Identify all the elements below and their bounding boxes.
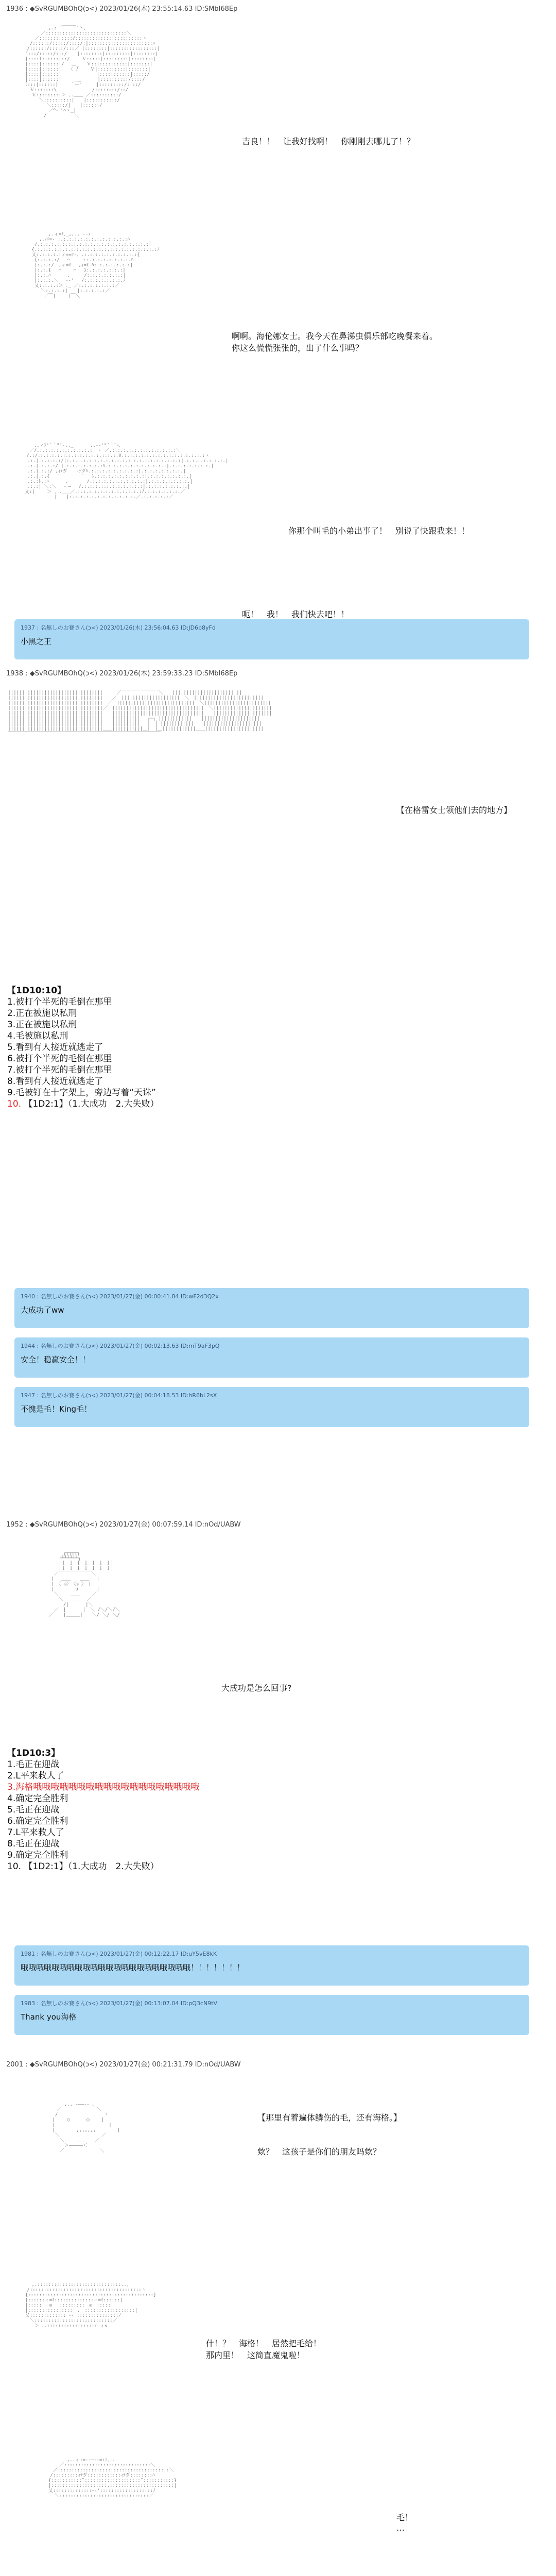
dice-item: 2.正在被施以私刑 bbox=[7, 1008, 77, 1019]
dice-item: 6.被打个半死的毛倒在那里 bbox=[7, 1054, 112, 1064]
dice-item: 7.被打个半死的毛倒在那里 bbox=[7, 1065, 112, 1075]
dice-item: 9.毛被钉在十字架上，旁边写着“天诛” bbox=[7, 1088, 156, 1098]
post-header-3: 1952 : ◆SvRGUMBOhQ(ɔ<) 2023/01/27(金) 00:07:59.14 ID:nOd/UABW bbox=[6, 1521, 241, 1529]
dice-result-value: 【1D2:1】（1.大成功 2.大失败） bbox=[24, 1099, 159, 1109]
reply-body: Thank you海格 bbox=[21, 2012, 77, 2022]
dice-item: 1.毛正在迎战 bbox=[7, 1759, 60, 1770]
reply-box-5 bbox=[14, 1945, 529, 1986]
ascii-art-figure-9: ,.. -――‐- 、 ／ ＼ / ヽ | ◯ ◯ | | | | ,,,,,,, | ＼ ／ ＼ ＿＿ ／ ＞―――――＜ ／ ＼ bbox=[52, 2102, 120, 2154]
dice-item: 1.被打个半死的毛倒在那里 bbox=[7, 997, 112, 1007]
dice-title: 【1D10:10】 bbox=[7, 986, 66, 996]
dice-result-label: 10. bbox=[7, 1861, 22, 1872]
dice-list-1 bbox=[7, 985, 159, 1110]
reply-body: 小黑之王 bbox=[21, 637, 52, 646]
reply-box-1 bbox=[14, 619, 529, 659]
reply-header: 1940 : 名無しのお賽さん(ɔ<) 2023/01/27(金) 00:00:41.84 ID:wF2d3Q2x bbox=[21, 1293, 219, 1300]
reply-box-2 bbox=[14, 1288, 529, 1328]
dialog-1: 吉良！！ 让我好找啊！ 你刚刚去哪儿了！？ bbox=[242, 137, 415, 146]
post-header-2: 1938 : ◆SvRGUMBOhQ(ɔ<) 2023/01/26(木) 23:59:33.23 ID:SMbI68Ep bbox=[6, 670, 238, 677]
reply-header: 1981 : 名無しのお賽さん(ɔ<) 2023/01/27(金) 00:12:22.17 ID:uY5vE8kK bbox=[21, 1951, 217, 1957]
dice-result-label: 10. bbox=[7, 1099, 22, 1109]
reply-header: 1937 : 名無しのお賽さん(ɔ<) 2023/01/26(木) 23:56:04.63 ID:JD6p8yFd bbox=[21, 624, 216, 631]
dice-item: 6.确定完全胜利 bbox=[7, 1816, 68, 1826]
dice-item: 2.L平来救人了 bbox=[7, 1771, 64, 1781]
dialog-4: 呃！ 我！ 我们快去吧！！ bbox=[242, 609, 350, 619]
dice-item-highlight: 3.海格哦哦哦哦哦哦哦哦哦哦哦哦哦哦哦哦哦哦哦 bbox=[7, 1782, 200, 1792]
dialog-8: 欸？ 这孩子是你们的朋友吗欸？ bbox=[257, 2147, 381, 2157]
reply-header: 1944 : 名無しのお賽さん(ɔ<) 2023/01/27(金) 00:02:13.63 ID:mT9aF3pQ bbox=[21, 1343, 220, 1349]
dice-item: 4.确定完全胜利 bbox=[7, 1793, 68, 1804]
dice-item: 4.毛被施以私刑 bbox=[7, 1031, 68, 1041]
dice-list-2 bbox=[7, 1748, 199, 1872]
reply-body: 哦哦哦哦哦哦哦哦哦哦哦哦哦哦哦哦哦哦哦哦哦哦！！！！！！！ bbox=[21, 1963, 245, 1972]
dice-item: 3.正在被施以私刑 bbox=[7, 1020, 77, 1030]
dice-item: 5.看到有人接近就逃走了 bbox=[7, 1042, 103, 1053]
dice-item: 8.看到有人接近就逃走了 bbox=[7, 1076, 103, 1087]
post-header-1: 1936 : ◆SvRGUMBOhQ(ɔ<) 2023/01/26(木) 23:55:14.63 ID:SMbI68Ep bbox=[6, 5, 238, 13]
dice-result bbox=[7, 1861, 199, 1872]
ascii-art-figure-11: ,..ィ:=-‐―‐-=:ｧ､.. ／:::::::::::::::::::::::::::::::＼ ／::::::::::::::::::::::::::::::::::::::::＼ /:::::::::ｨﾃ歹::::::::::::ｨﾃ歹::::::::ﾊ {:::::::::::¨::::::::::::::::::::¨:::::::::::} |::::::::::::::::::::,:::::::::::::::::::::::| 乂::::::::::::::ｰ‐':::::::::::::::::::ﾉ ＼::::::::::::::::::::::::::::::::／ bbox=[48, 2458, 177, 2499]
dice-item: 9.确定完全胜利 bbox=[7, 1850, 68, 1860]
reply-box-3 bbox=[14, 1337, 529, 1378]
dialog-7: 【那里有着遍体鳞伤的毛，还有海格。】 bbox=[257, 2113, 402, 2123]
post-header-4: 2001 : ◆SvRGUMBOhQ(ɔ<) 2023/01/27(金) 00:21:31.79 ID:nOd/UABW bbox=[6, 2061, 241, 2069]
reply-header: 1947 : 名無しのお賽さん(ɔ<) 2023/01/27(金) 00:04:18.53 ID:hR6bL2sX bbox=[21, 1392, 217, 1399]
dialog-2: 啊啊。海伦娜女士。我今天在鼻涕虫俱乐部吃晚餐来着。 你这么慌慌张张的，出了什么事吗？ bbox=[232, 331, 438, 353]
dialog-3: 你那个叫毛的小弟出事了！ 别说了快跟我来！！ bbox=[288, 526, 470, 536]
ascii-art-figure-3: ,.ィﾌ'´｀"'-.,_ ,.-‐'"´｀ﾞｰ､ ／/.:.:.:.:.:.:.:.:.:.:｀ヽ ／.:.:.:.:.:.:.:.:.:.:.:.:＼ /.:/.:.:.:.:.:.:.:.:.:.:.:.:.:.:.V.:.:.:.:.:.:.:.:.:.:.:.:.:.:.:ヽ |.:.|.:.:.:.:/|:.:.:.:.:.:.:.:.:.:.:.:.:.:.:.:.:.:.:.:.:|.:.:.:.:.:.:.:.| |.:.|.:.:.:/ |.:.:.:.:.:.:.:ﾊ.:.:.:.:.:.:.:.:.:.:.:|.:.:.:.:.:.:.:.| |.:.|.:.:/ ,ｨﾃ歹 ｨﾃ歹ﾊ.:.:.:.:.:.:.:.:.:|.:.:.:.:.:.:.:.| |.:.|.:.{ ¨ ¨ }.:.:.:.:.:.:.:.:.:|.:.:.:.:.:.:.:.| |.:.:ﾄ.:ﾊ , /.:.:.:.:.:.:.:.:.:.:|.:.:.:.:.:.:.:.| |.:.:| ＼:＼ ー― /.:.:.:.:.:.:.:.:.:.:.:|.:.:.:.:.:.:.:.| 乂:| ＞ 、.___／.:.:.:.:.:.:.:.:.:.:.:.:ﾉ.:.:.:.:.:.:.／ | |:.:.:.:.:.:.:.:.:.:.:.:.／.:.:.:.:.:／ bbox=[24, 443, 229, 500]
reply-body: 不愧是毛！King毛！ bbox=[21, 1404, 92, 1414]
dialog-6: 大成功是怎么回事? bbox=[221, 1683, 292, 1693]
reply-box-4 bbox=[14, 1387, 529, 1427]
reply-body: 安全！稳赢安全！！ bbox=[21, 1355, 91, 1364]
reply-body: 大成功了ww bbox=[21, 1306, 64, 1315]
dice-item: 8.毛正在迎战 bbox=[7, 1839, 60, 1849]
dice-item: 5.毛正在迎战 bbox=[7, 1805, 60, 1815]
reply-header: 1983 : 名無しのお賽さん(ɔ<) 2023/01/27(金) 00:13:07.04 ID:pQ3cN9tV bbox=[21, 2000, 218, 2007]
reply-box-6 bbox=[14, 1995, 529, 2035]
ascii-art-figure-2: ,.ィ=ﾐ､_,,.. -‐ｧ ,.ｨﾆ=- :.:.:.:.:.:.:.:.:.:.:.:.:ﾊ /.:.:.:.:.:.:.:.:.:.:.:.:.:.:.:.:.:.:.:.:｝ {.:.:.:.:.:.:.:.:.:.:.:.:.:.:.:.:.:.:.:.:.:.:ﾉ 乂:.:.:.:.:ィ==ｧ‐、.:.:.:.:.:.:.:.:.:.:{ {:.:.:.:/ ⌒ ヽ:.:.:.:.:.:.:.:.ﾊ |:.:.:/ ,ィ=ﾐ ,ｨ=ﾐ ﾊ:.:.:.:.:.:.:| |:.:.{ ⌒ ⌒ }:.:.:.:.:.:.:| |:.:.ﾊ , /:.:.:.:.:.:.:| |:.:.:.＼ ｰ‐' /:.:.:.:.:.:.:.ﾉ 乂:.:.:.:＞ ､_ ／:.:.:.:.:.:.:／ ＼:.:.:.:| |:.:.:.:.:／ ／￣| |￣＼ bbox=[31, 232, 160, 299]
dice-item: 7.L平来救人了 bbox=[7, 1827, 64, 1838]
ascii-art-figure-1: ,.: ´￣￣￣`丶、 ／:::::::::::::::::::::::::::::＼ ／::::::::::::/::::::::::::::::::::::::ヽ /::::::/:::::/::::/:|:::::::::::::::::::::::ﾊ /::::::/:::::/:::／ |::::::::|:::::::::::::::::| ′:::/:::::/:::/ |::::::::|:::::::::|::::::::| |::::l::::::|::/ Ｖ:::::|:::::::::|::::::::| |::::|::::::|/ ＿_ Ｖ::|::::::::::|:::::::| |::::|::::::| 〈 ﾉ Ｖ|::::::::::|:::::::| |::::|::::::| |:::::::::::|:::::/ |::::|::::::| ＿_ |::::::::::/::::/ ﾘ:::|::::::| ｀ー' |:::::::::/::::/ Ｖ:::::::\ /::::::::/::/ Ｖ:::::::::＞ ､.＿＿ ／::::::::::/ ＼::::::::::| |:::::::::::/ ＼:::::/| |::::::/ ／^ー'⌒ヽ_| / ＼ bbox=[25, 26, 160, 118]
dice-result-value: 【1D2:1】（1.大成功 2.大失败） bbox=[24, 1861, 159, 1872]
dialog-9: 什！？ 海格！ 居然把毛给！ 那内里！ 这简直魔鬼啦！ bbox=[206, 2338, 322, 2360]
dialog-5: 【在格雷女士领他们去的地方】 bbox=[396, 805, 512, 815]
ascii-art-figure-8: ┌┬┬┬┬┐ ┌┴┴┴┴┴┴┐ │ｌ ｌ ｌ ｌ ｌ ｌ ｌ│ │ｌ ｌ ｌ ｌ ｌ ｌ ｌ│ ／￣￣￣￣￣￣￣＼ | ＿＿ ＿＿ | | 〈 ◎〉 〈◎ 〉 | | ∪ | ＼ ＿＿ ／ ＼＿＿＿＿＿／ /| |＼ ／ | | ＼ /＼/＼/＼ ／ |＿＿＿| ＼/ ＼/ ＼/ bbox=[49, 1551, 120, 1618]
dice-result bbox=[7, 1098, 159, 1110]
ascii-art-figure-10: ,.::::::::::::::::::::::::::::::.., /::::::::::::::::::::::::::::::::::::::::ヽ {:::::::::::::::::::::::::::::::::::::::::::::} |::::::ィ=ﾐ::::::::::::::ィ=ﾐ::::::| |::::: ◎ ::::::::: ◎ :::::| |:::::::::::::::: . ::::::::::::::::::| 乂::::::::::::: ｰ‐ :::::::::::::::ﾉ ＼::::::::::::::::::::::::::::／ ＞ ､.:::::::::::::::::: ィ< bbox=[25, 2282, 157, 2329]
dialog-10: 毛！ … bbox=[396, 2513, 413, 2533]
ascii-art-figure-7: |||||||||||||||||||||||||||||||||| ／￣￣￣￣￣￣￣￣＼ ||||||||||||||||||||||||| |||||||||||||||||||||||||||||||||| ／ ||||||||||||||||||||| ＼ ||||||||||||||||||||||||| |||||||||||||||||||||||||||||||||| ／ |||||||||||||||||||||||||||| ＼|||||||||||||||||||||||| ||||||||||||||||||||||||||||||||||／ ||||||||||||||||||||||||||||||||| ＼||||||||||||||||||||| |||||||||||||||||||||||||||||||||| ||||||||||||||||||||||||||||||||| ||||||||||||||||||||| |||||||||||||||||||||||||||||||||| |||||||||| ┌─┐ |||||||||||| ||||||||||||||||||||| |||||||||||||||||||||||||||||||||| |||||||||| │ │ |||||||||||| ||||||||||||||||||||| ||||||||||||||||||||||||||||||||||＿＿|||||||||||＿│ │＿||||||||||||＿＿||||||||||||||||||||| ￣￣￣￣￣￣￣￣￣￣￣￣￣￣￣￣￣￣￣￣￣￣￣￣￣￣￣￣￣￣￣￣￣ bbox=[8, 690, 272, 737]
dice-title: 【1D10:3】 bbox=[7, 1748, 60, 1758]
